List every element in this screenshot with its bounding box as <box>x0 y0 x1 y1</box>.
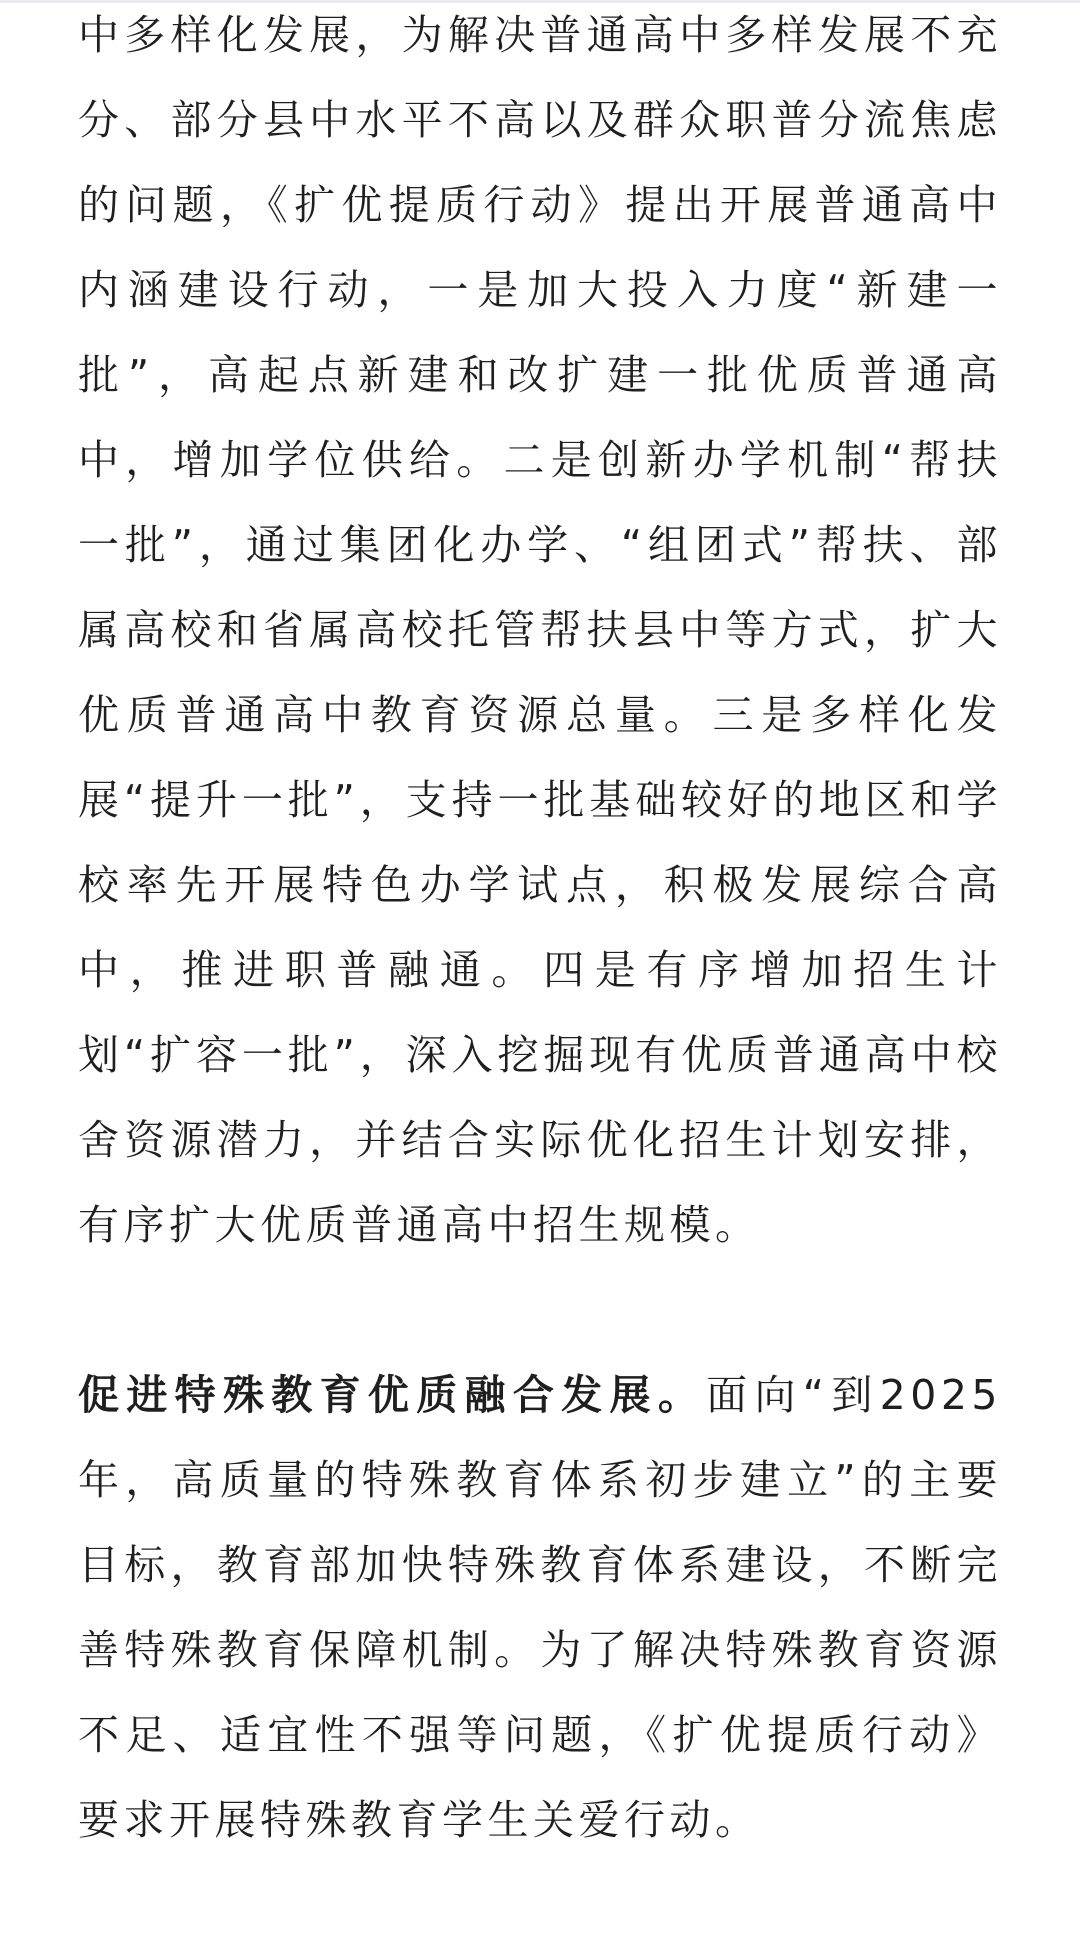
paragraph-high-school-expansion <box>78 0 1002 1268</box>
paragraph-lead-heading: 促进特殊教育优质融合发展。 <box>78 1371 707 1419</box>
paragraph-special-education <box>78 1353 1002 1863</box>
paragraph-body-text: 中多样化发展，为解决普通高中多样发展不充分、部分县中水平不高以及群众职普分流焦虑的问题，《扩优提质行动》提出开展普通高中内涵建设行动，一是加大投入力度“新建一批”，高起点新建和改扩建一批优质普通高中，增加学位供给。二是创新办学机制“帮扶一批”，通过集团化办学、“组团式”帮扶、部属高校和省属高校托管帮扶县中等方式，扩大优质普通高中教育资源总量。三是多样化发展“提升一批”，支持一批基础较好的地区和学校率先开展特色办学试点，积极发展综合高中，推进职普融通。四是有序增加招生计划“扩容一批”，深入挖掘现有优质普通高中校舍资源潜力，并结合实际优化招生计划安排，有序扩大优质普通高中招生规模。 <box>78 11 1002 1249</box>
paragraph-body-text: 面向“到2025年，高质量的特殊教育体系初步建立”的主要目标，教育部加快特殊教育体系建设，不断完善特殊教育保障机制。为了解决特殊教育资源不足、适宜性不强等问题，《扩优提质行动》要求开展特殊教育学生关爱行动。 <box>78 1371 1002 1844</box>
article-body <box>78 0 1002 1863</box>
